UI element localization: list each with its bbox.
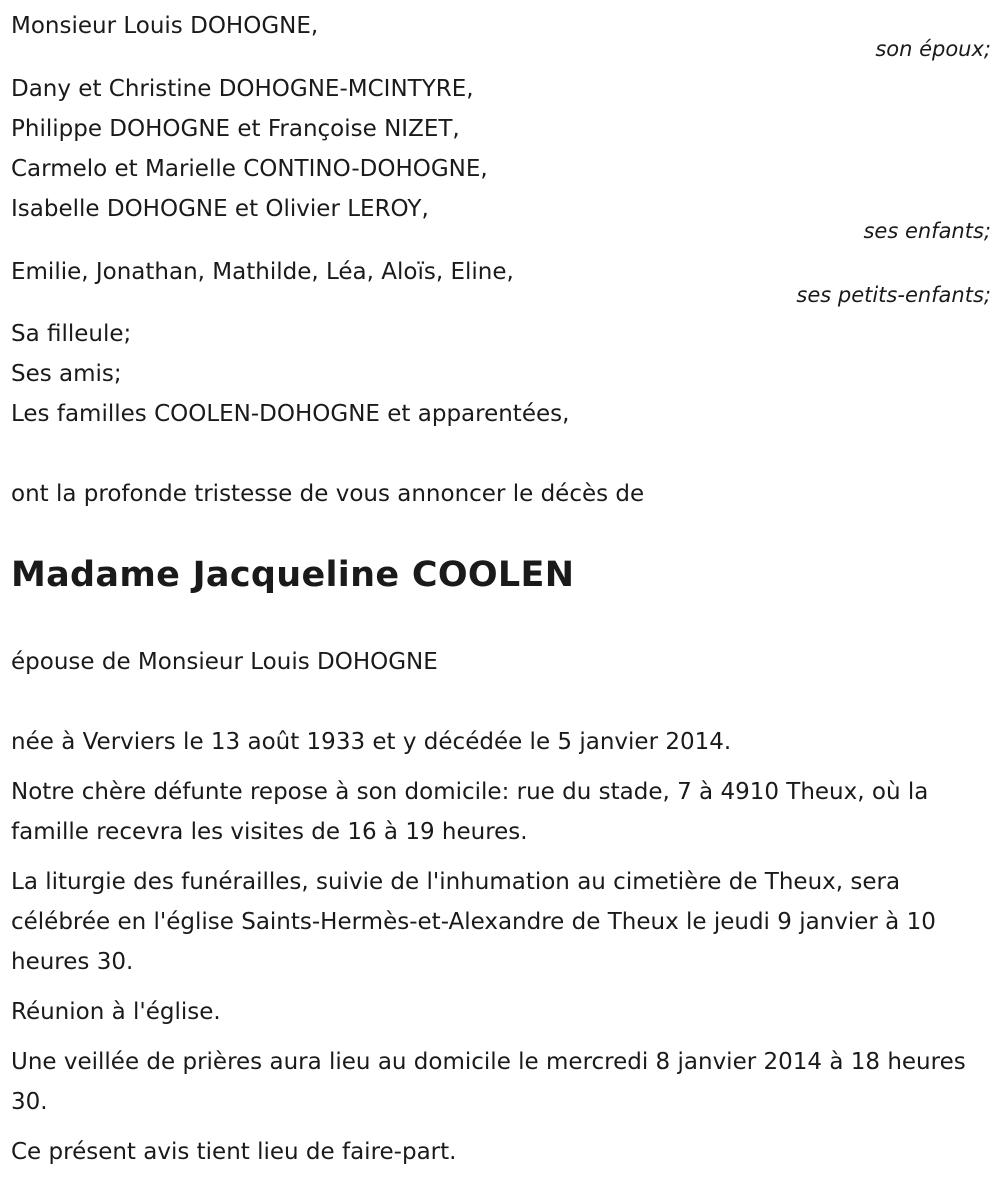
- spouse-of-line: épouse de Monsieur Louis DOHOGNE: [11, 649, 438, 675]
- birth-death-paragraph: née à Verviers le 13 août 1933 et y décédée le 5 janvier 2014.: [11, 729, 732, 755]
- grandchildren-names: Emilie, Jonathan, Mathilde, Léa, Aloïs, Eline,: [11, 259, 514, 285]
- vigil-paragraph: Une veillée de prières aura lieu au domicile le mercredi 8 janvier 2014 à 18 heures 30.: [11, 1049, 966, 1115]
- spouse-role: son époux;: [875, 37, 991, 61]
- friends-line: Ses amis;: [11, 361, 122, 387]
- details-section: [11, 722, 991, 1182]
- child-line: Dany et Christine DOHOGNE-MCINTYRE,: [11, 76, 474, 102]
- child-line: Philippe DOHOGNE et Françoise NIZET,: [11, 116, 460, 142]
- announcement-text: ont la profonde tristesse de vous annoncer le décès de: [11, 481, 645, 507]
- liturgy-paragraph: La liturgie des funérailles, suivie de l'inhumation au cimetière de Theux, sera célébrée en l'église Saints-Hermès-et-Alexandre de Theux le jeudi 9 janvier à 10 heures 30.: [11, 869, 936, 975]
- families-line: Les familles COOLEN-DOHOGNE et apparentées,: [11, 401, 570, 427]
- grandchildren-role: ses petits-enfants;: [796, 283, 991, 307]
- child-line: Isabelle DOHOGNE et Olivier LEROY,: [11, 196, 429, 222]
- repose-paragraph: Notre chère défunte repose à son domicile: rue du stade, 7 à 4910 Theux, où la famille recevra les visites de 16 à 19 heures.: [11, 779, 929, 845]
- deceased-name: Madame Jacqueline COOLEN: [11, 555, 575, 595]
- child-line: Carmelo et Marielle CONTINO-DOHOGNE,: [11, 156, 488, 182]
- goddaughter-line: Sa filleule;: [11, 321, 132, 347]
- children-role: ses enfants;: [863, 219, 991, 243]
- spouse-name: Monsieur Louis DOHOGNE,: [11, 13, 319, 39]
- meeting-paragraph: Réunion à l'église.: [11, 999, 221, 1025]
- notice-paragraph: Ce présent avis tient lieu de faire-part.: [11, 1139, 457, 1165]
